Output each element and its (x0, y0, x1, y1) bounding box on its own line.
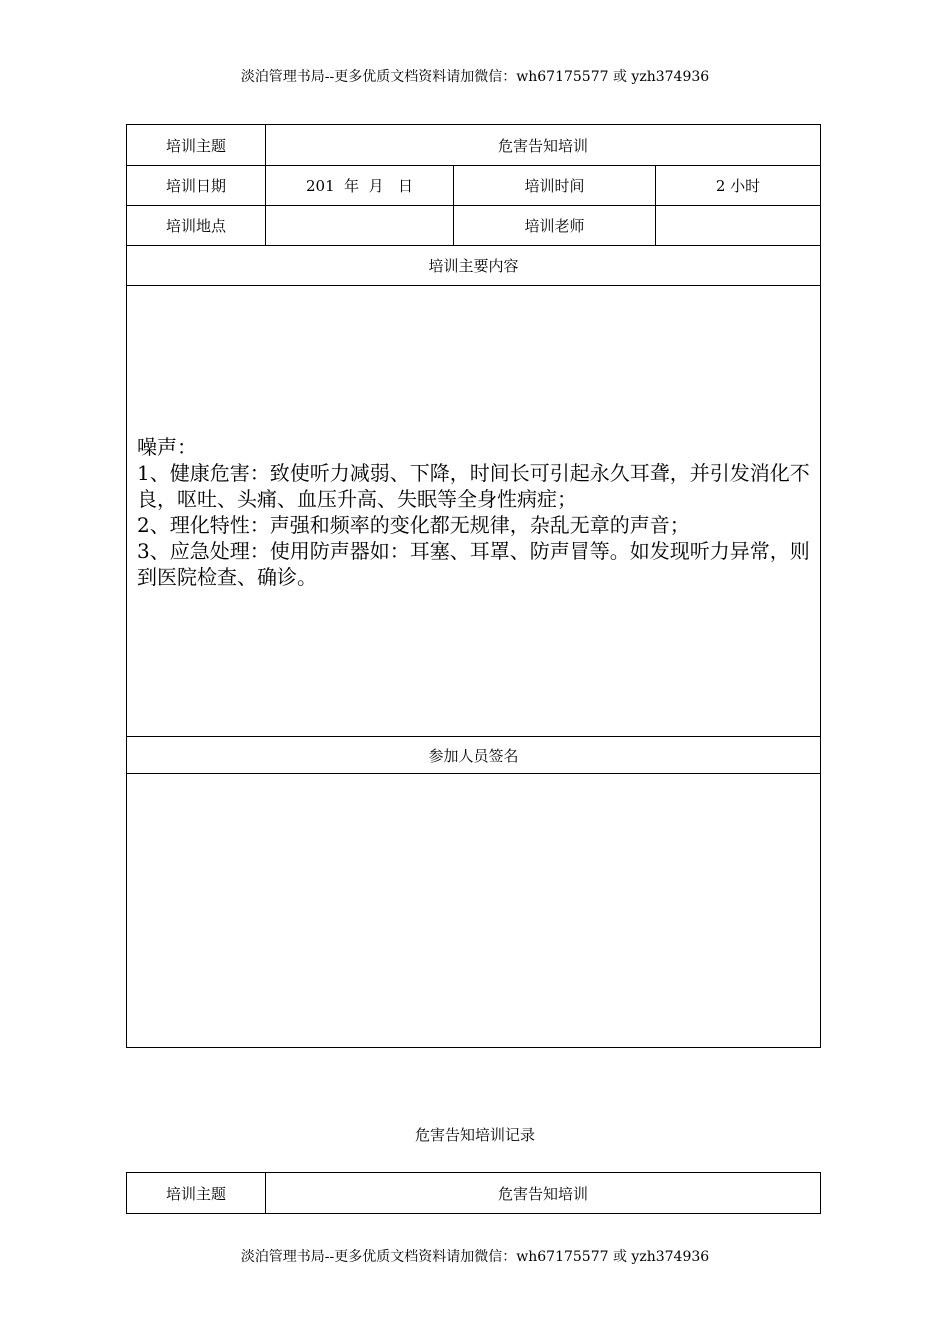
content-heading: 培训主要内容 (127, 246, 821, 286)
content-line: 3、应急处理：使用防声器如：耳塞、耳罩、防声冒等。如发现听力异常，则到医院检查、确诊。 (137, 539, 810, 589)
date-label: 培训日期 (127, 166, 266, 206)
page-header-note: 淡泊管理书局--更多优质文档资料请加微信：wh67175577 或 yzh374936 (240, 69, 710, 85)
content-body (127, 286, 821, 737)
signature-area (127, 774, 821, 1048)
page-footer-note: 淡泊管理书局--更多优质文档资料请加微信：wh67175577 或 yzh374936 (240, 1249, 710, 1265)
duration-value: 2 小时 (656, 166, 821, 206)
location-value (266, 206, 454, 246)
topic-label: 培训主题 (127, 125, 266, 166)
record-title: 危害告知培训记录 (414, 1126, 535, 1144)
topic-value: 危害告知培训 (266, 125, 821, 166)
teacher-value (656, 206, 821, 246)
training-form-table-2 (126, 1172, 821, 1214)
date-value: 201 年 月 日 (266, 166, 454, 206)
topic-label: 培训主题 (127, 1173, 266, 1214)
duration-label: 培训时间 (454, 166, 656, 206)
content-line: 噪声： (137, 435, 197, 459)
content-text (127, 286, 820, 590)
content-line: 2、理化特性：声强和频率的变化都无规律，杂乱无章的声音； (137, 513, 690, 537)
teacher-label: 培训老师 (454, 206, 656, 246)
location-label: 培训地点 (127, 206, 266, 246)
signature-heading: 参加人员签名 (127, 737, 821, 774)
content-line: 1、健康危害：致使听力减弱、下降，时间长可引起永久耳聋，并引发消化不良，呕吐、头痛、血压升高、失眠等全身性病症； (137, 461, 810, 511)
training-form-table (126, 124, 821, 1048)
topic-value: 危害告知培训 (266, 1173, 821, 1214)
